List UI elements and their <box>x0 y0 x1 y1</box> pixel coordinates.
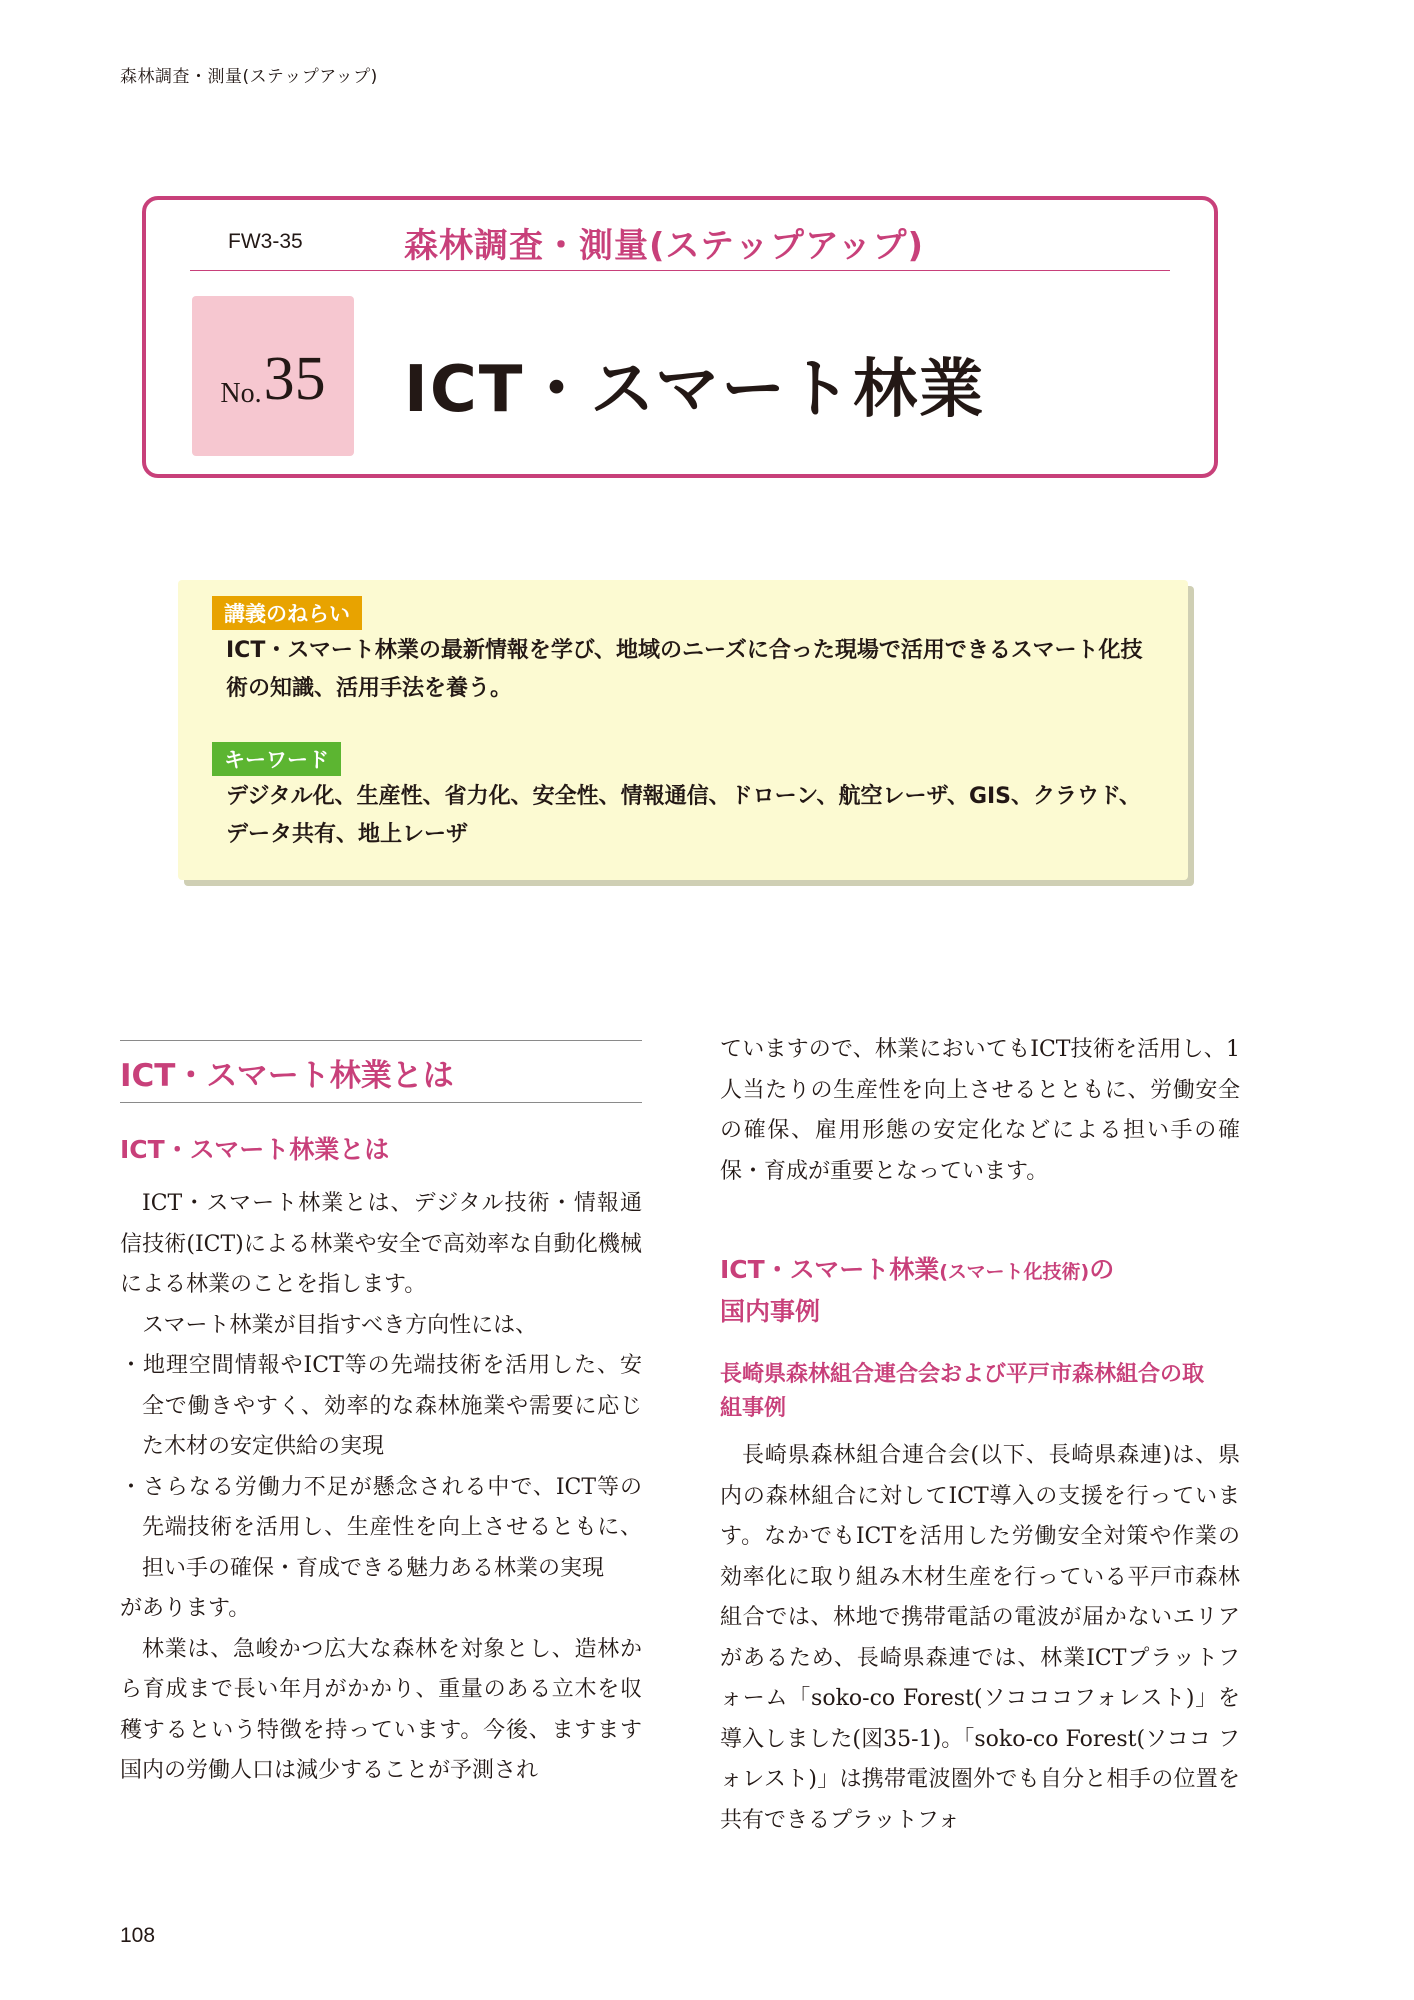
paragraph: があります。 <box>120 1596 251 1621</box>
left-column-body <box>120 1184 642 1792</box>
keywords-label: キーワード <box>212 742 341 776</box>
heading-bottom-rule <box>120 1102 642 1103</box>
case-study-heading <box>720 1250 1240 1332</box>
course-code: FW3-35 <box>228 230 303 253</box>
objectives-box <box>178 580 1188 880</box>
lesson-number-badge <box>192 296 354 456</box>
case-study-heading-tail: の <box>1089 1255 1115 1284</box>
paragraph: 長崎県森林組合連合会(以下、長崎県森連)は、県内の森林組合に対してICT導入の支援を行っています。なかでもICTを活用した労働安全対策や作業の効率化に取り組み木材生産を行っている平戸市森林組合では、林地で携帯電話の電波が届かないエリアがあるため、長崎県森連では、林業ICTプラットフォーム「soko-co Forest(ソコココフォレスト)」を導入しました(図35-1)。「soko-co Forest(ソココ フォレスト)」は携帯電波圏外でも自分と相手の位置を共有できるプラットフォ <box>720 1443 1240 1833</box>
lesson-number: 35 <box>263 345 326 413</box>
right-column-body-bottom <box>720 1436 1240 1841</box>
heading-top-rule <box>120 1040 642 1041</box>
right-column-body-top <box>720 1030 1240 1192</box>
case-study-heading-main: ICT・スマート林業 <box>720 1255 940 1284</box>
case-study-subheading: 長崎県森林組合連合会および平戸市森林組合の取組事例 <box>720 1362 1205 1421</box>
running-header: 森林調査・測量(ステップアップ) <box>120 67 378 87</box>
page-number: 108 <box>120 1924 156 1947</box>
lesson-number-prefix: No. <box>220 378 262 409</box>
subsection-heading: ICT・スマート林業とは <box>120 1135 390 1164</box>
aim-label: 講義のねらい <box>212 596 362 630</box>
page-title: ICT・スマート林業 <box>404 353 986 427</box>
paragraph: スマート林業が目指すべき方向性には、 <box>142 1312 538 1338</box>
bullet-item: ・さらなる労働力不足が懸念される中で、ICT等の先端技術を活用し、生産性を向上させるともに、担い手の確保・育成できる魅力ある林業の実現 <box>120 1474 642 1581</box>
paragraph: 林業は、急峻かつ広大な森林を対象とし、造林から育成まで長い年月がかかり、重量のある立木を収穫するという特徴を持っています。今後、ますます国内の労働人口は減少することが予測され <box>120 1636 642 1783</box>
case-study-heading-paren: (スマート化技術) <box>939 1261 1090 1283</box>
paragraph: ICT・スマート林業とは、デジタル技術・情報通信技術(ICT)による林業や安全で高効率な自動化機械による林業のことを指します。 <box>120 1191 642 1297</box>
section-title: 森林調査・測量(ステップアップ) <box>404 226 925 266</box>
case-study-heading-line2: 国内事例 <box>720 1297 821 1326</box>
title-box <box>142 196 1218 478</box>
title-divider <box>190 270 1170 271</box>
keywords-text: デジタル化、生産性、省力化、安全性、情報通信、ドローン、航空レーザ、GIS、クラウド、データ共有、地上レーザ <box>226 784 1142 847</box>
paragraph: ていますので、林業においてもICT技術を活用し、1人当たりの生産性を向上させるとともに、労働安全の確保、雇用形態の安定化などによる担い手の確保・育成が重要となっています。 <box>720 1037 1240 1184</box>
bullet-item: ・地理空間情報やICT等の先端技術を活用した、安全で働きやすく、効率的な森林施業や需要に応じた木材の安定供給の実現 <box>120 1353 642 1459</box>
section-heading: ICT・スマート林業とは <box>120 1058 454 1094</box>
aim-text: ICT・スマート林業の最新情報を学び、地域のニーズに合った現場で活用できるスマート化技術の知識、活用手法を養う。 <box>226 638 1143 701</box>
